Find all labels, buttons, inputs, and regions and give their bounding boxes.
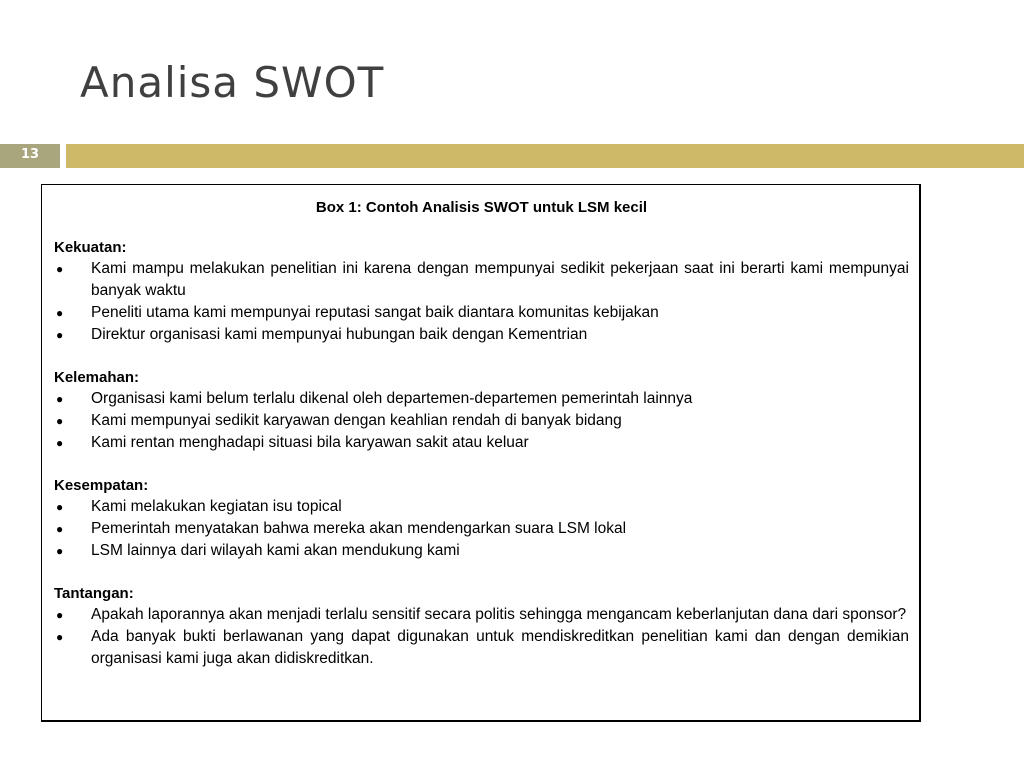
list-item: ● Kami mampu melakukan penelitian ini karena dengan mempunyai sedikit pekerjaan saat ini berarti kami mempunyai banyak waktu (56, 260, 909, 299)
section-title: Kekuatan: (54, 239, 127, 256)
list-item: ● Kami mempunyai sedikit karyawan dengan keahlian rendah di banyak bidang (54, 410, 909, 432)
bullet-icon: ● (56, 500, 64, 514)
list-item: ● Apakah laporannya akan menjadi terlalu sensitif secara politis sehingga mengancam keberlanjutan dana dari sponsor? (54, 604, 909, 626)
list-item: ● Kami melakukan kegiatan isu topical (54, 496, 909, 518)
list-item: ● Ada banyak bukti berlawanan yang dapat digunakan untuk mendiskreditkan penelitian kami dan dengan demikian organisasi kami juga akan didiskreditkan. (56, 628, 909, 667)
section-tantangan (54, 584, 909, 670)
bullet-icon: ● (56, 630, 64, 644)
swot-box (41, 184, 921, 722)
bullet-icon: ● (56, 544, 64, 558)
bullet-icon: ● (56, 522, 64, 536)
slide-number-badge: 13 (0, 144, 60, 168)
list-item: ● Pemerintah menyatakan bahwa mereka akan mendengarkan suara LSM lokal (54, 518, 909, 540)
section-title: Kelemahan: (54, 369, 140, 386)
bullet-icon: ● (56, 328, 64, 342)
list-item: ● Peneliti utama kami mempunyai reputasi sangat baik diantara komunitas kebijakan (54, 302, 909, 324)
section-kekuatan (54, 238, 909, 346)
bullet-icon: ● (56, 306, 64, 320)
box-heading: Box 1: Contoh Analisis SWOT untuk LSM kecil (315, 199, 648, 216)
slide-title: Analisa SWOT (80, 58, 385, 107)
bullet-icon: ● (56, 436, 64, 450)
accent-bar (66, 144, 1024, 168)
section-title: Kesempatan: (54, 477, 149, 494)
section-title: Tantangan: (54, 585, 134, 602)
bullet-icon: ● (56, 608, 64, 622)
bullet-icon: ● (56, 414, 64, 428)
bullet-icon: ● (56, 262, 64, 276)
list-item: ● LSM lainnya dari wilayah kami akan mendukung kami (54, 540, 909, 562)
section-kelemahan (54, 368, 909, 454)
list-item: ● Organisasi kami belum terlalu dikenal oleh departemen-departemen pemerintah lainnya (54, 388, 909, 410)
list-item: ● Kami rentan menghadapi situasi bila karyawan sakit atau keluar (54, 432, 909, 454)
section-kesempatan (54, 476, 909, 562)
bullet-icon: ● (56, 392, 64, 406)
list-item: ● Direktur organisasi kami mempunyai hubungan baik dengan Kementrian (54, 324, 909, 346)
